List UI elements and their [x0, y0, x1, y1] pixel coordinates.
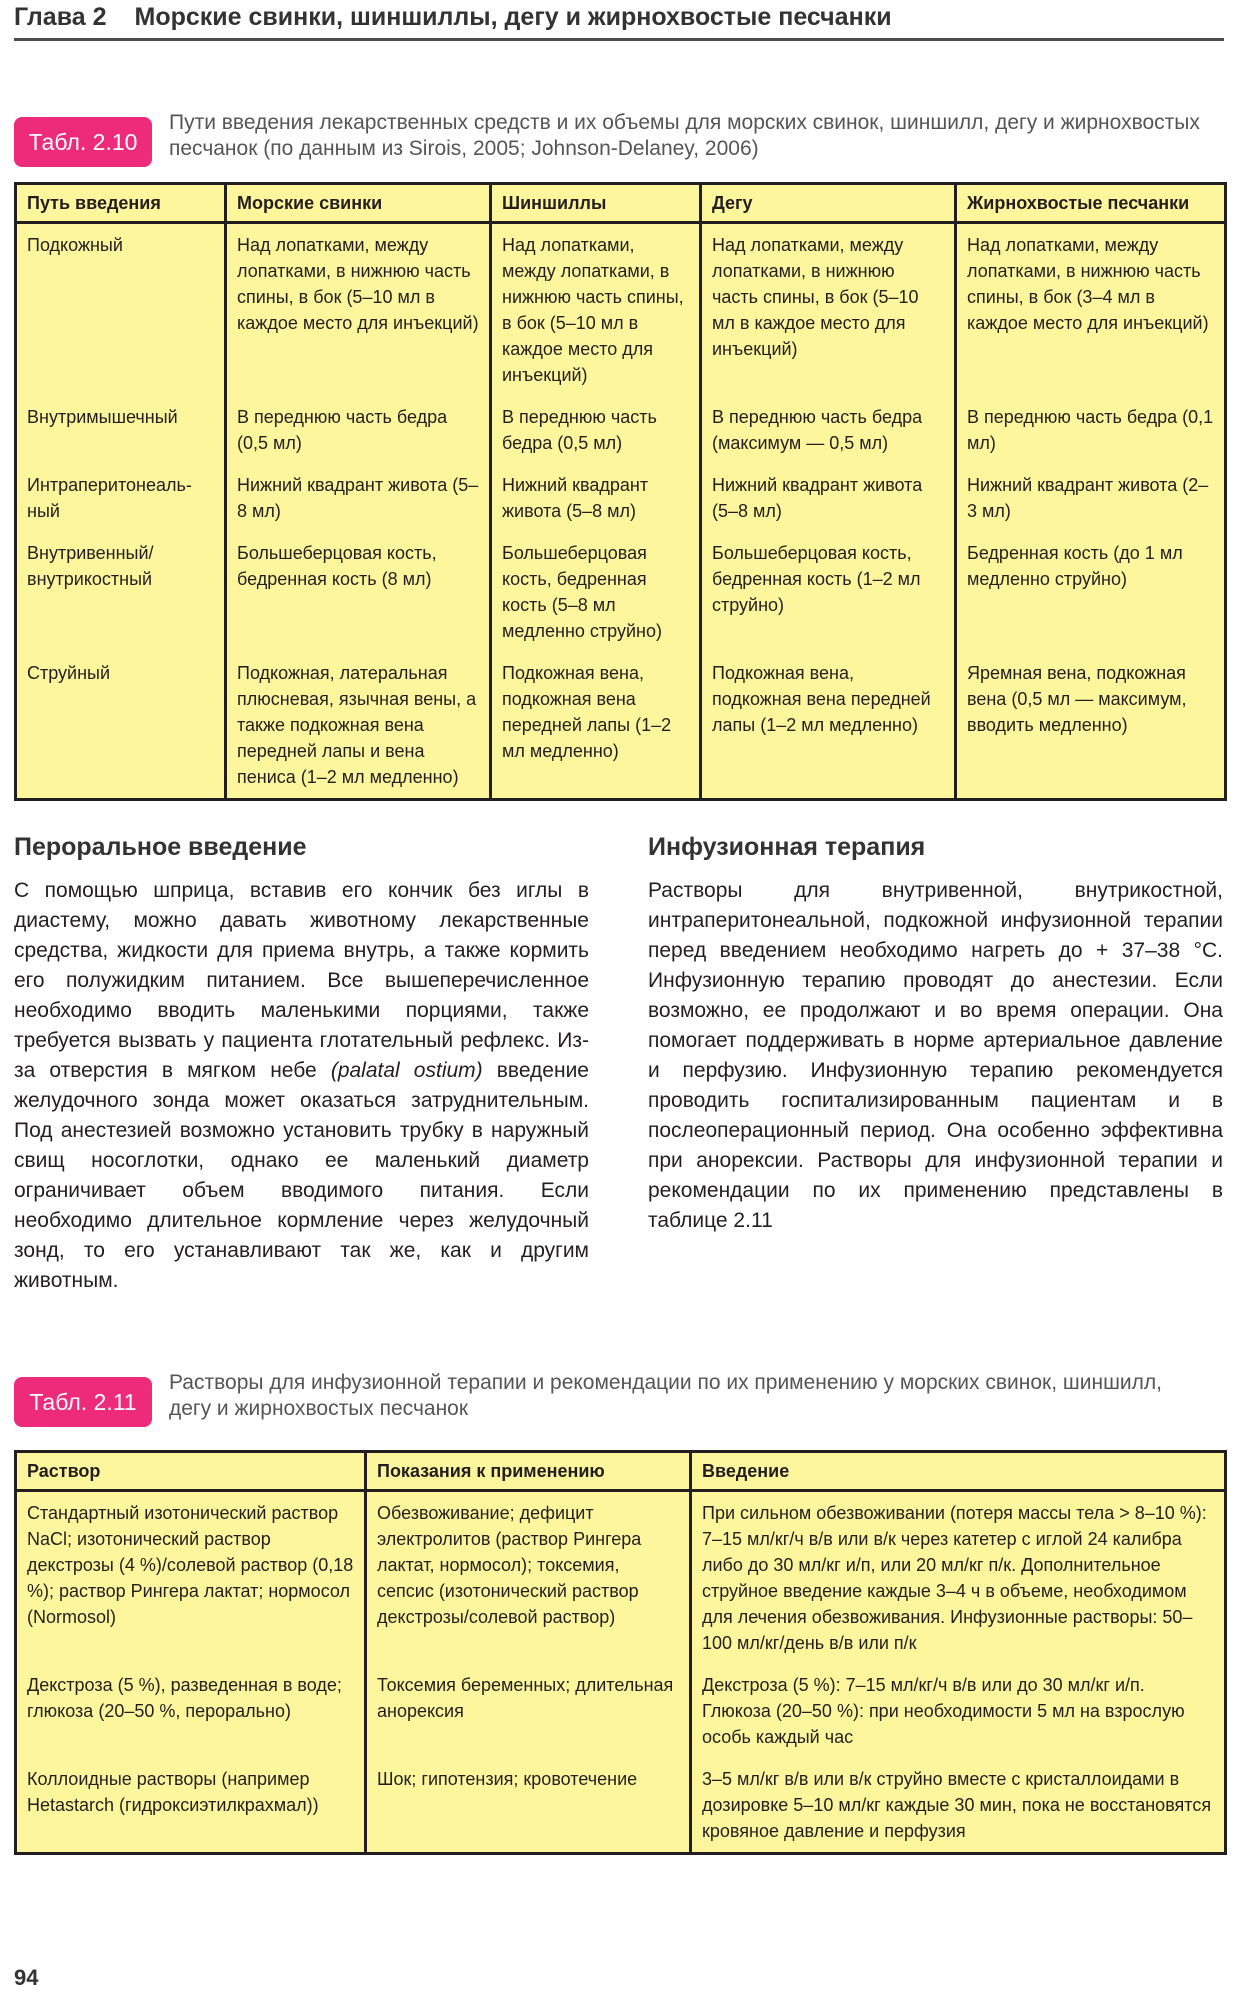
table-row [16, 1491, 1226, 1665]
table-cell: Токсемия беременных; длительная анорексия [366, 1664, 691, 1758]
chapter-label: Глава 2 [14, 3, 107, 31]
table-cell: Нижний квадрант живота (5–8 мл) [226, 464, 491, 532]
table-cell: Подкожный [16, 223, 226, 397]
table-2-11 [14, 1450, 1227, 1855]
table-cell: Коллоидные растворы (например Hetastarch (гидроксиэтилкрахмал)) [16, 1758, 366, 1854]
table-cell: Стандартный изотонический раствор NaCl; изотонический раствор декстрозы (4 %)/солевой раствор (0,18 %); раствор Рингера лактат; нормосол (Normosol) [16, 1491, 366, 1665]
table-2-10 [14, 182, 1227, 801]
body-text: введение желудочного зонда может оказаться затруднительным. Под анестезией возможно установить трубку в наружный свищ носоглотки, однако ее маленький диаметр ограничивает объем вводимого питания. Если необходимо длительное кормление через желудочный зонд, то его устанавливают так же, как и другим животным. [14, 1059, 589, 1292]
table-cell: Внутримышечный [16, 396, 226, 464]
table-cell: Большеберцовая кость, бедренная кость (1–2 мл струйно) [701, 532, 956, 652]
table-cell: 3–5 мл/кг в/в или в/к струйно вместе с кристаллоидами в дозировке 5–10 мл/кг каждые 30 мин, пока не восстановятся кровяное давление и перфузия [702, 1769, 1212, 1841]
table-cell: В переднюю часть бедра (0,5 мл) [226, 396, 491, 464]
table-row [16, 396, 1226, 464]
table-cell: Бедренная кость (до 1 мл медленно струйно) [967, 543, 1183, 589]
table-cell: Обезвоживание; дефицит электролитов (раствор Рингера лактат, нормосол); токсемия, сепсис (изотонический раствор декстрозы/солевой раствор) [366, 1491, 691, 1665]
table-2-10-title: Пути введения лекарственных средств и их объемы для морских свинок, шиншилл, дегу и жирнохвостых песчанок (по данным из Sirois, 2005; Johnson-Delaney, 2006) [169, 111, 1200, 160]
table-cell: При сильном обезвоживании (потеря массы тела > 8–10 %): 7–15 мл/кг/ч в/в или в/к через катетер с иглой 24 калибра либо до 30 мл/кг и/п, или 20 мл/кг п/к. Дополнительное струйное введение каждые 3–4 ч в объеме, необходимом для лечения обезвоживания. Инфузионные растворы: 50–100 мл/кг/день в/в или п/к [702, 1503, 1207, 1653]
table-row [16, 1758, 1226, 1854]
table-cell: Шок; гипотензия; кровотечение [366, 1758, 691, 1854]
table-2-11-caption [14, 1370, 1224, 1430]
table-2-11-badge: Табл. 2.11 [14, 1377, 152, 1427]
section-heading: Инфузионная терапия [648, 833, 926, 861]
section-body [14, 876, 589, 1296]
table-2-11-title: Растворы для инфузионной терапии и рекомендации по их применению у морских свинок, шиншилл, дегу и жирнохвостых песчанок [169, 1371, 1162, 1420]
body-text-italic: (palatal ostium) [330, 1059, 483, 1082]
table-cell: Струйный [16, 652, 226, 800]
table-cell: Подкожная вена, подкожная вена передней лапы (1–2 мл медленно) [491, 652, 701, 800]
table-cell: Нижний квадрант живота (5–8 мл) [701, 464, 956, 532]
column-header: Раствор [16, 1452, 366, 1491]
table-cell: Над лопатками, между лопатками, в нижнюю часть спины, в бок (5–10 мл в каждое место для инъекций) [226, 223, 491, 397]
table-header-row [16, 184, 1226, 223]
table-2-10-badge: Табл. 2.10 [14, 117, 152, 167]
table-cell: Большеберцовая кость, бедренная кость (5–8 мл медленно струйно) [491, 532, 701, 652]
page-number: 94 [14, 1965, 39, 1990]
section-heading: Пероральное введение [14, 833, 307, 861]
column-header: Показания к применению [366, 1452, 691, 1491]
table-cell: В переднюю часть бедра (максимум — 0,5 мл) [701, 396, 956, 464]
column-header: Путь введения [16, 184, 226, 223]
table-row [16, 652, 1226, 800]
table-row [16, 532, 1226, 652]
table-cell: Нижний квадрант живота (5–8 мл) [491, 464, 701, 532]
column-header: Шиншиллы [491, 184, 701, 223]
section-oral [14, 832, 589, 1296]
running-header [14, 2, 1224, 41]
table-cell: В переднюю часть бедра (0,5 мл) [491, 396, 701, 464]
table-2-10-caption [14, 110, 1224, 170]
table-cell: Внутривенный/ внутрикостный [16, 532, 226, 652]
table-header-row [16, 1452, 1226, 1491]
table-cell: Над лопатками, между лопатками, в нижнюю часть спины, в бок (5–10 мл в каждое место для инъекций) [701, 223, 956, 397]
column-header: Дегу [701, 184, 956, 223]
table-cell: Яремная вена, подкожная вена (0,5 мл — максимум, вводить медленно) [967, 663, 1187, 735]
table-cell: Декстроза (5 %), разведенная в воде; глюкоза (20–50 %, перорально) [16, 1664, 366, 1758]
section-infusion [648, 832, 1223, 1236]
table-cell: Нижний квадрант живота (2–3 мл) [967, 475, 1209, 521]
table-cell: Подкожная, латеральная плюсневая, язычная вены, а также подкожная вена передней лапы и вена пениса (1–2 мл медленно) [226, 652, 491, 800]
table-row [16, 464, 1226, 532]
column-header: Морские свинки [226, 184, 491, 223]
table-cell: Подкожная вена, подкожная вена передней лапы (1–2 мл медленно) [701, 652, 956, 800]
table-row [16, 223, 1226, 397]
table-cell: В переднюю часть бедра (0,1 мл) [967, 407, 1214, 453]
table-row [16, 1664, 1226, 1758]
section-body: Растворы для внутривенной, внутрикостной, интраперитонеальной, подкожной инфузионной терапии перед введением необходимо нагреть до + 37–38 °C. Инфузионную терапию проводят до анестезии. Если возможно, ее продолжают и во время операции. Она помогает поддерживать в норме артериальное давление и перфузию. Инфузионную терапию рекомендуется проводить госпитализированным пациентам и в послеоперационный период. Она особенно эффективна при анорексии. Растворы для инфузионной терапии и рекомендации по их применению представлены в таблице 2.11 [648, 879, 1223, 1232]
column-header: Введение [691, 1452, 1226, 1491]
chapter-title: Морские свинки, шиншиллы, дегу и жирнохвостые песчанки [134, 3, 892, 31]
table-cell: Над лопатками, между лопатками, в нижнюю часть спины, в бок (3–4 мл в каждое место для инъекций) [967, 235, 1209, 333]
table-cell: Большеберцовая кость, бедренная кость (8 мл) [226, 532, 491, 652]
body-text: С помощью шприца, вставив его кончик без иглы в диастему, можно давать животному лекарственные средства, жидкости для приема внутрь, а также кормить его полужидким питанием. Все вышеперечисленное необходимо вводить маленькими порциями, также требуется вызвать у пациента глотательный рефлекс. Из-за отверстия в мягком небе [14, 879, 589, 1082]
table-cell: Интраперитонеаль-ный [16, 464, 226, 532]
table-cell: Над лопатками, между лопатками, в нижнюю часть спины, в бок (5–10 мл в каждое место для инъекций) [491, 223, 701, 397]
table-cell: Декстроза (5 %): 7–15 мл/кг/ч в/в или до 30 мл/кг и/п. Глюкоза (20–50 %): при необходимости 5 мл на взрослую особь каждый час [702, 1675, 1185, 1747]
column-header: Жирнохвостые песчанки [956, 184, 1226, 223]
